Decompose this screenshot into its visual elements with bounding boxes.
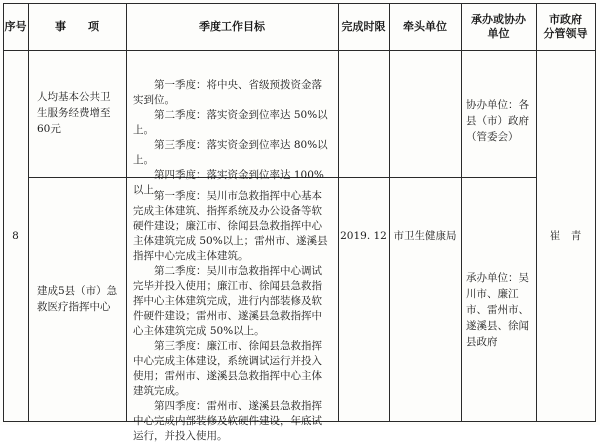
header-leader-line1: 市政府 [549,12,582,26]
item-2-goals [126,189,338,444]
header-item: 事 项 [55,20,99,33]
header-leader-line2: 分管领导 [543,26,588,40]
col-divider-1 [28,3,29,422]
item-1-title: 人均基本公共卫生服务经费增至60元 [37,91,111,135]
item-2-assist: 承办单位：吴川市、廉江市、雷州市、遂溪县、徐闻县政府 [466,272,529,348]
item-1-goal-q3: 第三季度：落实资金到位率达 80%以上。 [133,139,328,166]
row-deadline: 2019. 12 [340,229,387,242]
header-leader [536,3,595,50]
header-assist-line1: 承办或协办 [471,12,526,26]
table-border-right [595,3,596,422]
header-goal: 季度工作目标 [199,20,265,33]
header-assist-line2: 单位 [487,26,510,40]
item-1-goal-q2: 第二季度：落实资金到位率达 50%以上。 [133,109,328,136]
assist-divider [461,177,536,178]
item-2-goal-q3: 第三季度：廉江市、徐闻县急救指挥中心完成主体建设，系统调试运行并投入使用；雷州市、遂溪县急救指挥中心主体建筑完成。 [133,340,322,397]
item-1-assist: 协办单位：各县（市）政府（管委会） [466,99,529,143]
item-1-goal-q1: 第一季度：将中央、省级预拨资金落实到位。 [133,79,322,106]
item-2-title: 建成5县（市）急救医疗指挥中心 [37,285,118,313]
row-leader: 崔 青 [549,229,582,242]
header-seq: 序号 [4,20,27,33]
item-2-goal-q4: 第四季度：雷州市、遂溪县急救指挥中心完成内部装修及软硬件建设，年底试运行，并投入使用。 [133,400,322,442]
item-2-goal-q2: 第二季度：吴川市急救指挥中心调试完毕并投入使用；廉江市、徐闻县急救指挥中心主体建筑完成，进行内部装修及软件硬件建设；雷州市、遂溪县急救指挥中心主体建筑完成 50%以上。 [133,265,322,337]
item-1-goal-q4: 第四季度：落实资金到位率达 100%以上。 [133,169,324,196]
header-divider [3,50,596,51]
item-2-goal-q1: 第一季度：吴川市急救指挥中心基本完成主体建筑、指挥系统及办公设备等软硬件建设；廉江市、徐闻县急救指挥中心主体建筑完成 50%以上；雷州市、遂溪县指挥中心完成主体建筑。 [133,190,328,262]
header-lead: 牵头单位 [403,20,447,33]
row-seq: 8 [12,229,19,242]
item-1-goals [126,78,338,198]
row-lead: 市卫生健康局 [393,229,457,242]
header-deadline: 完成时限 [341,20,386,33]
col-divider-5 [461,3,462,422]
header-assist [461,3,536,50]
